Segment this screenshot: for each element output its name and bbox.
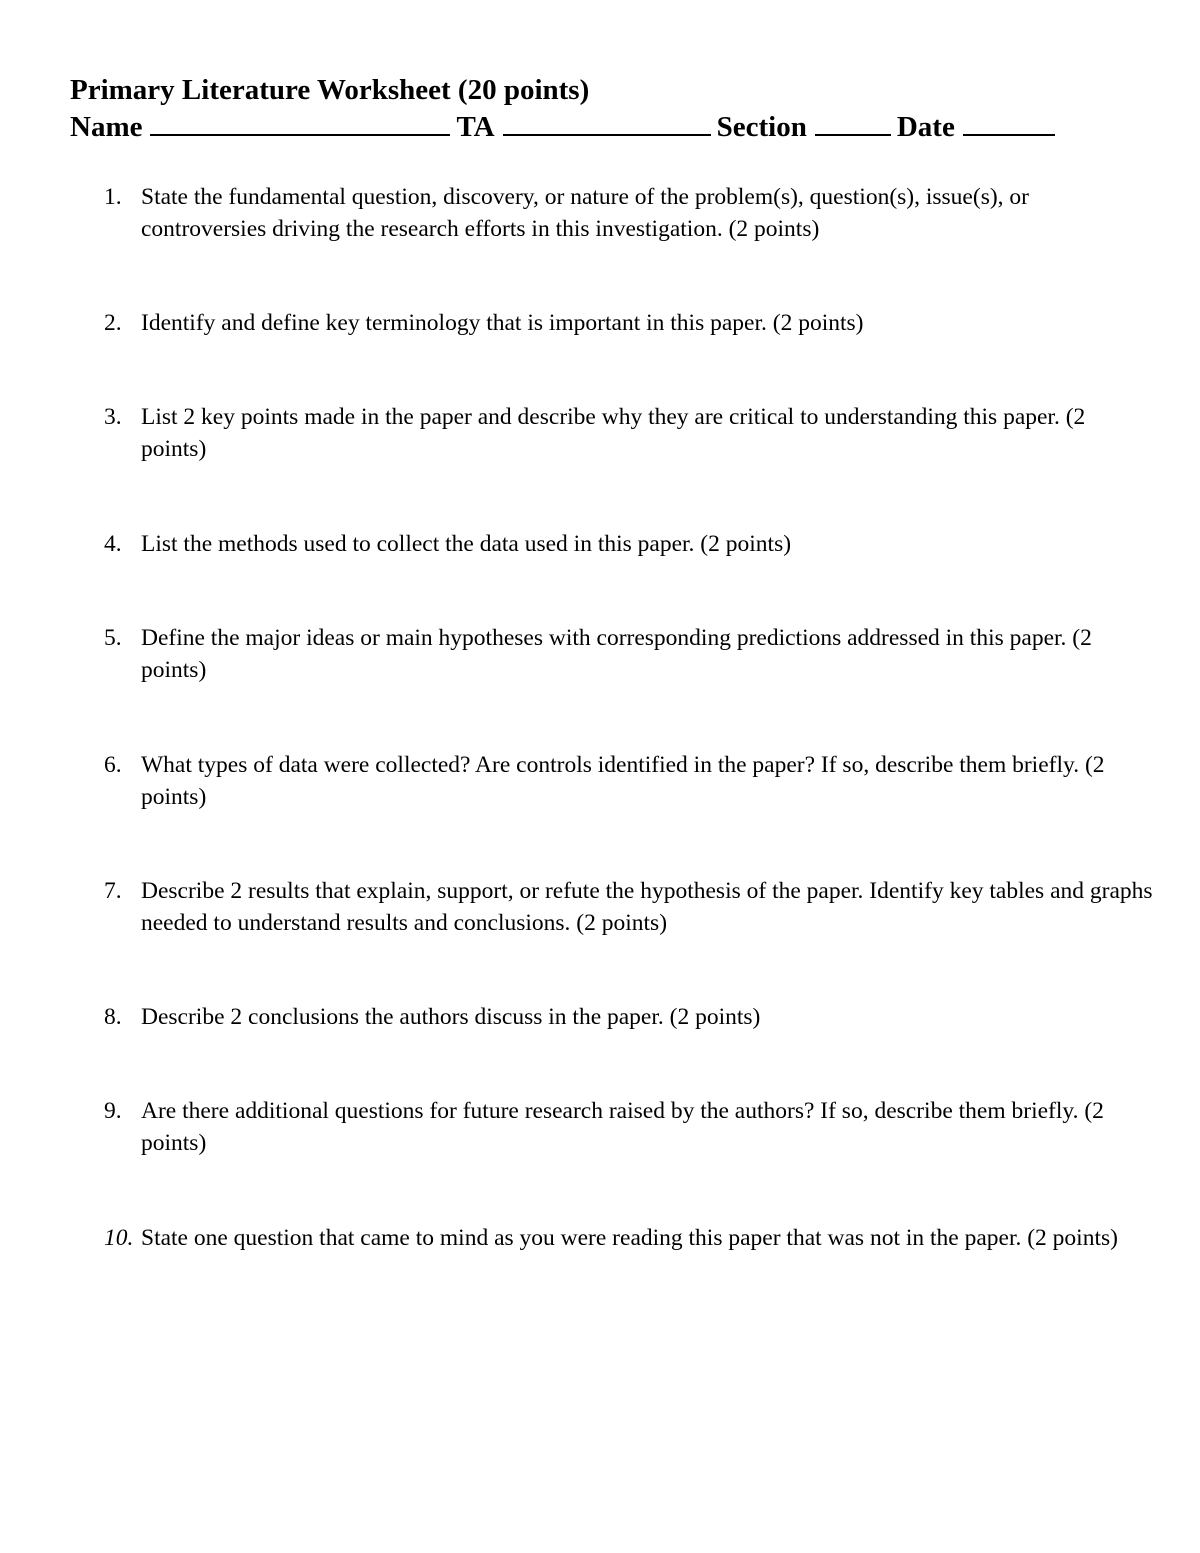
ta-label: TA xyxy=(456,111,495,143)
question-item xyxy=(104,181,1154,245)
name-blank[interactable] xyxy=(150,108,450,136)
question-text: List the methods used to collect the data used in this paper. (2 points) xyxy=(141,531,792,557)
question-text: State the fundamental question, discovery, or nature of the problem(s), question(s), issue(s), or controversies driving the research efforts in this investigation. (2 points) xyxy=(141,184,1029,242)
question-number: 4. xyxy=(104,531,122,557)
question-text: Describe 2 results that explain, support, or refute the hypothesis of the paper. Identify key tables and graphs needed to understand results and conclusions. (2 points) xyxy=(141,878,1153,936)
question-item xyxy=(104,528,1154,560)
question-number: 7. xyxy=(104,878,122,904)
question-text: Identify and define key terminology that is important in this paper. (2 points) xyxy=(141,310,864,336)
question-item xyxy=(104,1222,1154,1254)
question-item xyxy=(104,875,1154,939)
date-label: Date xyxy=(896,111,955,143)
question-number: 10. xyxy=(104,1225,134,1251)
date-blank[interactable] xyxy=(963,108,1055,136)
question-number: 3. xyxy=(104,404,122,430)
question-item xyxy=(104,307,1154,339)
question-number: 8. xyxy=(104,1004,122,1030)
question-item xyxy=(104,401,1154,465)
question-item xyxy=(104,1095,1154,1159)
question-text: Are there additional questions for future research raised by the authors? If so, describe them briefly. (2 points) xyxy=(141,1098,1104,1156)
student-info-line xyxy=(70,108,1061,144)
question-number: 6. xyxy=(104,752,122,778)
question-text: List 2 key points made in the paper and describe why they are critical to understanding this paper. (2 points) xyxy=(141,404,1086,462)
worksheet-title: Primary Literature Worksheet (20 points) xyxy=(70,74,590,106)
question-text: Describe 2 conclusions the authors discuss in the paper. (2 points) xyxy=(141,1004,761,1030)
name-label: Name xyxy=(70,111,143,143)
worksheet-header xyxy=(70,72,1061,144)
question-item xyxy=(104,622,1154,686)
section-blank[interactable] xyxy=(815,108,891,136)
question-text: What types of data were collected? Are controls identified in the paper? If so, describe them briefly. (2 points) xyxy=(141,752,1105,810)
question-item xyxy=(104,1001,1154,1033)
question-number: 1. xyxy=(104,184,122,210)
question-item xyxy=(104,749,1154,813)
question-text: Define the major ideas or main hypotheses with corresponding predictions addressed in this paper. (2 points) xyxy=(141,625,1092,683)
question-number: 9. xyxy=(104,1098,122,1124)
section-label: Section xyxy=(716,111,807,143)
question-number: 2. xyxy=(104,310,122,336)
question-number: 5. xyxy=(104,625,122,651)
ta-blank[interactable] xyxy=(503,108,711,136)
question-text: State one question that came to mind as you were reading this paper that was not in the paper. (2 points) xyxy=(141,1225,1118,1251)
